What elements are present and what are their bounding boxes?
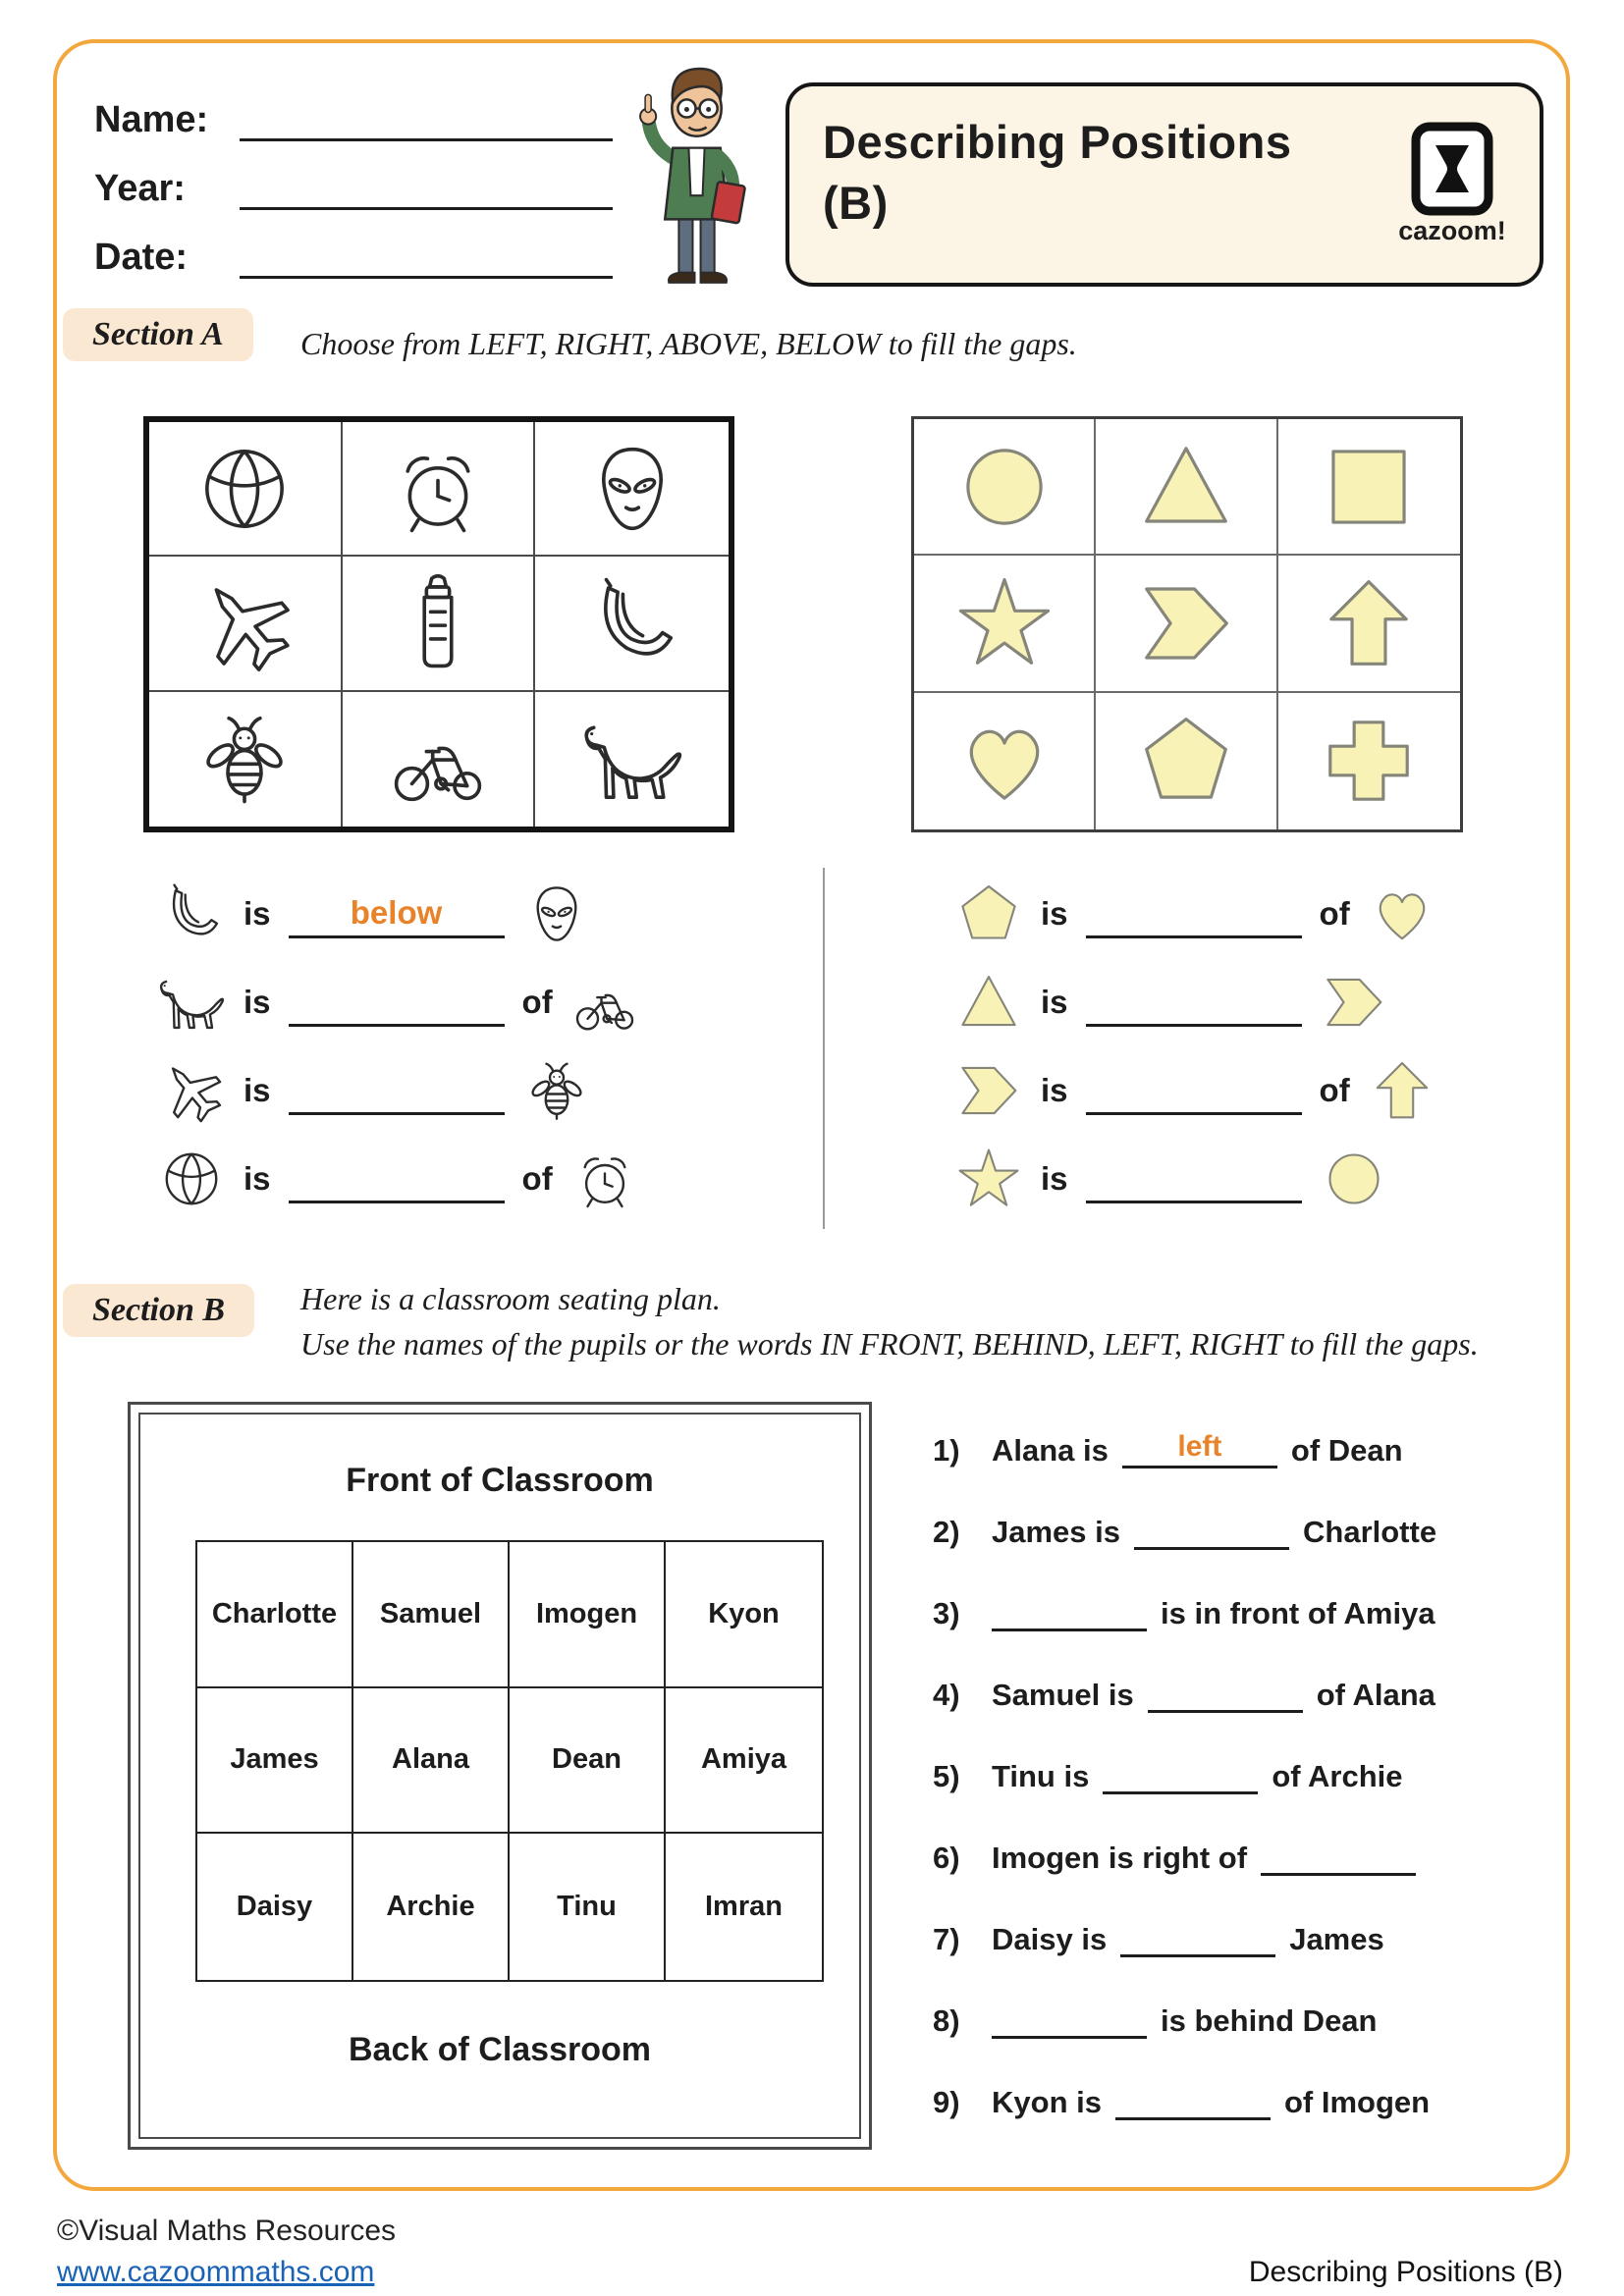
grid-cell [535,557,729,691]
grid-cell [1096,419,1277,556]
question-row [933,1743,1403,1794]
triangle-icon [954,968,1023,1037]
column-divider [823,868,825,1229]
word-is: is [244,984,271,1020]
question-text: James [1289,1922,1384,1956]
word-is: is [1041,984,1068,1020]
word-is: is [244,1160,271,1197]
grid-cell [1278,693,1460,829]
square-icon [1317,435,1421,539]
cazoom-logo-icon [1411,122,1493,216]
question-text: of Alana [1316,1678,1435,1712]
dinosaur-icon [157,968,226,1037]
seat-cell: Imogen [510,1542,666,1688]
question-row [933,1499,1436,1550]
answer-blank[interactable] [289,1154,505,1203]
grid-cell [1096,693,1277,829]
answer-blank[interactable] [1261,1831,1416,1876]
airplane-icon [157,1056,226,1125]
section-a-label: Section A [63,308,253,361]
question-text: Alana is [992,1433,1109,1468]
question-text: James is [992,1515,1120,1549]
question-text: Daisy is [992,1922,1108,1956]
question-number: 3) [933,1596,960,1630]
section-a-instruction: Choose from LEFT, RIGHT, ABOVE, BELOW to fill the gaps. [300,326,1077,361]
classroom-plan-inner [138,1413,861,2139]
question-text: is behind Dean [1161,2003,1378,2038]
arrow-up-icon [1317,571,1421,675]
heart-icon [952,709,1056,813]
question-number: 4) [933,1678,960,1712]
grid-cell [149,557,343,691]
answer-blank[interactable] [992,1586,1147,1631]
word-is: is [1041,1160,1068,1197]
word-of: of [521,984,553,1020]
question-row [933,1580,1435,1631]
bee-icon [522,1056,591,1125]
question-row [157,877,591,951]
question-number: 9) [933,2085,960,2119]
question-number: 8) [933,2003,960,2038]
teacher-illustration [614,49,776,296]
grid-cell [343,557,536,691]
bananas-icon [157,880,226,948]
grid-cell [1278,419,1460,556]
question-row [157,1053,591,1128]
classroom-plan [128,1402,872,2150]
question-row [954,1053,1436,1128]
answer-blank[interactable]: below [289,889,505,938]
grid-cell [535,692,729,827]
grid-cell [914,419,1096,556]
year-field-row [94,163,613,210]
question-number: 1) [933,1433,960,1468]
page-title [823,112,1291,234]
date-label: Date: [94,237,189,278]
grid-cell [914,693,1096,829]
seat-cell: James [197,1688,353,1835]
question-text: Charlotte [1303,1515,1437,1549]
question-text: of Imogen [1283,2085,1431,2119]
question-row [157,1142,639,1216]
ball-icon [157,1145,226,1213]
word-of: of [521,1160,553,1197]
question-row [933,1417,1403,1468]
section-b-instruction-line2: Use the names of the pupils or the words IN FRONT, BEHIND, LEFT, RIGHT to fill the gaps. [300,1326,1479,1362]
question-row [933,2069,1430,2120]
star-icon [954,1145,1023,1213]
word-is: is [244,1072,271,1108]
section-b-instruction [300,1276,1479,1367]
year-label: Year: [94,168,186,209]
year-input-line[interactable] [240,171,613,210]
question-row [954,877,1436,951]
page-title-line2: (B) [823,177,889,230]
answer-blank[interactable] [992,1994,1147,2039]
word-of: of [1319,1072,1350,1108]
airplane-icon [192,571,297,675]
grid-cell [149,692,343,827]
chevron-icon [1134,571,1238,675]
chevron-icon [954,1056,1023,1125]
page-title-line1: Describing Positions [823,116,1292,168]
question-row [157,965,639,1040]
question-text: Tinu is [992,1759,1090,1793]
seat-cell: Amiya [666,1688,822,1835]
question-row [933,1906,1384,1957]
question-row [933,1825,1416,1876]
question-number: 2) [933,1515,960,1549]
answer-blank[interactable] [1134,1505,1289,1550]
circle-icon [952,435,1056,539]
question-number: 6) [933,1841,960,1875]
grid-cell [149,422,343,557]
dinosaur-icon [580,707,684,811]
alarm-clock-icon [386,437,490,541]
seat-cell: Tinu [510,1834,666,1980]
section-b-instruction-line1: Here is a classroom seating plan. [300,1281,721,1316]
seat-cell: Charlotte [197,1542,353,1688]
answer-blank[interactable] [1115,2075,1271,2120]
cazoom-logo [1390,122,1514,246]
date-input-line[interactable] [240,240,613,279]
answer-blank[interactable] [1086,1066,1302,1115]
question-number: 7) [933,1922,960,1956]
footer-doc-title: Describing Positions (B) [1248,2256,1563,2288]
name-label: Name: [94,99,209,140]
question-row [933,1662,1435,1713]
header-fields [94,94,613,300]
tricycle-icon [570,968,639,1037]
answer-blank[interactable] [1086,978,1302,1027]
name-field-row [94,94,613,141]
ball-icon [192,437,297,541]
seat-cell: Alana [353,1688,510,1835]
word-is: is [1041,895,1068,932]
seat-cell: Kyon [666,1542,822,1688]
answer-blank[interactable] [1086,1154,1302,1203]
circle-icon [1320,1145,1388,1213]
section-a-picture-grid [143,416,734,832]
arrow-up-icon [1368,1056,1436,1125]
baby-bottle-icon [386,571,490,675]
cazoom-logo-text: cazoom! [1398,216,1506,245]
answer-blank[interactable] [1148,1668,1303,1713]
grid-cell [343,422,536,557]
pentagon-icon [1134,709,1238,813]
question-text: Samuel is [992,1678,1134,1712]
question-text: Imogen is right of [992,1841,1248,1875]
seat-cell: Archie [353,1834,510,1980]
word-of: of [1319,895,1350,932]
bananas-icon [580,571,684,675]
seat-cell: Daisy [197,1834,353,1980]
question-row [954,965,1388,1040]
answer-blank[interactable]: left [1122,1423,1277,1468]
front-of-classroom-label: Front of Classroom [346,1462,654,1499]
star-icon [952,571,1056,675]
seat-cell: Dean [510,1688,666,1835]
question-row [933,1988,1377,2039]
grid-cell [1278,556,1460,692]
question-text: Kyon is [992,2085,1102,2119]
word-is: is [244,895,271,932]
section-a-shape-grid [911,416,1463,832]
seat-cell: Samuel [353,1542,510,1688]
copyright-text: ©Visual Maths Resources [57,2215,397,2247]
heart-icon [1368,880,1436,948]
back-of-classroom-label: Back of Classroom [349,2031,651,2068]
question-text: of Archie [1272,1759,1403,1793]
date-field-row [94,232,613,279]
word-is: is [1041,1072,1068,1108]
question-row [954,1142,1388,1216]
grid-cell [914,556,1096,692]
bee-icon [192,707,297,811]
answer-blank[interactable] [1103,1749,1258,1794]
answer-blank[interactable] [1086,889,1302,938]
answer-blank[interactable] [289,978,505,1027]
chevron-icon [1320,968,1388,1037]
alarm-clock-icon [570,1145,639,1213]
cazoommaths-link[interactable]: www.cazoommaths.com [57,2256,375,2288]
cross-icon [1317,709,1421,813]
grid-cell [343,692,536,827]
grid-cell [1096,556,1277,692]
tricycle-icon [386,707,490,811]
triangle-icon [1134,435,1238,539]
alien-icon [580,437,684,541]
seating-grid [195,1540,824,1982]
seat-cell: Imran [705,1891,783,1923]
answer-blank[interactable] [1120,1912,1275,1957]
grid-cell [535,422,729,557]
section-b-label: Section B [63,1284,254,1337]
alien-icon [522,880,591,948]
answer-blank[interactable] [289,1066,505,1115]
question-number: 5) [933,1759,960,1793]
question-text: is in front of Amiya [1161,1596,1435,1630]
title-box [785,82,1543,287]
pentagon-icon [954,880,1023,948]
question-text: of Dean [1290,1433,1403,1468]
name-input-line[interactable] [240,102,613,141]
footer-left [57,2215,396,2289]
